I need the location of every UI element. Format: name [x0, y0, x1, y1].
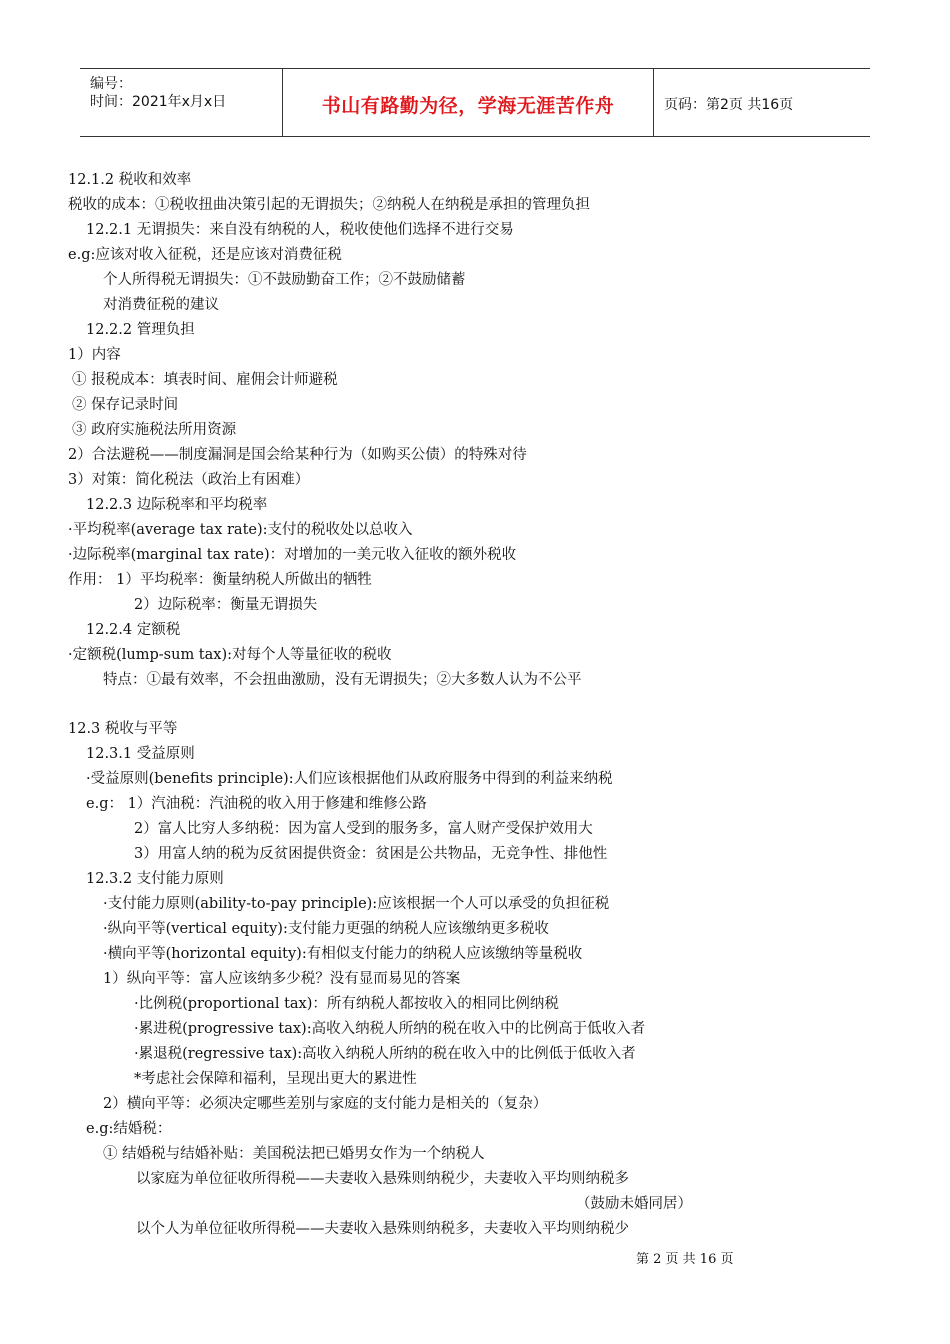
text-line: ·横向平等(horizontal equity):有相似支付能力的纳税人应该缴纳等量税收	[103, 946, 583, 962]
text-line: e.g:应该对收入征税，还是应该对消费征税	[68, 247, 342, 263]
text-line: *考虑社会保障和福利，呈现出更大的累进性	[134, 1071, 417, 1087]
text-line: ·纵向平等(vertical equity):支付能力更强的纳税人应该缴纳更多税收	[103, 921, 549, 937]
text-line: ·比例税(proportional tax)：所有纳税人都按收入的相同比例纳税	[134, 996, 559, 1012]
text-line: e.g： 1）汽油税：汽油税的收入用于修建和维修公路	[86, 796, 427, 812]
text-line: 作用： 1）平均税率：衡量纳税人所做出的牺牲	[68, 572, 372, 588]
text-line: 税收的成本：①税收扭曲决策引起的无谓损失；②纳税人在纳税是承担的管理负担	[68, 197, 590, 213]
text-line: 以家庭为单位征收所得税——夫妻收入悬殊则纳税少，夫妻收入平均则纳税多	[136, 1171, 629, 1187]
text-line: 以个人为单位征收所得税——夫妻收入悬殊则纳税多，夫妻收入平均则纳税少	[136, 1221, 629, 1237]
text-line: 1）纵向平等：富人应该纳多少税？没有显而易见的答案	[103, 971, 461, 987]
page-code: 页码：第2页 共16页	[664, 97, 794, 113]
text-line: 2）合法避税——制度漏洞是国会给某种行为（如购买公债）的特殊对待	[68, 447, 527, 463]
text-line: ① 结婚税与结婚补贴：美国税法把已婚男女作为一个纳税人	[103, 1146, 485, 1162]
number-label: 编号：	[90, 76, 132, 92]
text-line: 12.2.3 边际税率和平均税率	[86, 497, 268, 513]
text-line: 对消费征税的建议	[103, 297, 219, 313]
text-line: ·平均税率(average tax rate):支付的税收处以总收入	[68, 522, 413, 538]
text-line: 12.3.2 支付能力原则	[86, 871, 224, 887]
text-line: 2）富人比穷人多纳税：因为富人受到的服务多，富人财产受保护效用大	[134, 821, 593, 837]
text-line: ① 报税成本：填表时间、雇佣会计师避税	[72, 372, 338, 388]
motto-text: 书山有路勤为径，学海无涯苦作舟	[321, 95, 615, 117]
text-line: 12.3.1 受益原则	[86, 746, 195, 762]
text-line: 特点：①最有效率，不会扭曲激励，没有无谓损失；②大多数人认为不公平	[103, 672, 582, 688]
text-line: 12.1.2 税收和效率	[68, 172, 192, 188]
text-line: 个人所得税无谓损失：①不鼓励勤奋工作；②不鼓励储蓄	[103, 272, 466, 288]
page-footer: 第 2 页 共 16 页	[636, 1252, 734, 1267]
text-line: 12.2.1 无谓损失：来自没有纳税的人，税收使他们选择不进行交易	[86, 222, 514, 238]
text-line: ③ 政府实施税法所用资源	[72, 422, 237, 438]
text-line: 12.2.4 定额税	[86, 622, 181, 638]
text-line: ② 保存记录时间	[72, 397, 179, 413]
header-meta-cell	[80, 69, 283, 136]
text-line: 2）横向平等：必须决定哪些差别与家庭的支付能力是相关的（复杂）	[103, 1096, 548, 1112]
text-line: ·定额税(lump-sum tax):对每个人等量征收的税收	[68, 647, 392, 663]
text-line: 12.3 税收与平等	[68, 721, 178, 737]
header-motto-cell	[283, 69, 654, 136]
text-line: 12.2.2 管理负担	[86, 322, 195, 338]
page-header	[80, 68, 870, 137]
text-line: （鼓励未婚同居）	[576, 1196, 692, 1212]
text-line: 3）用富人纳的税为反贫困提供资金：贫困是公共物品，无竞争性、排他性	[134, 846, 608, 862]
text-line: ·累进税(progressive tax):高收入纳税人所纳的税在收入中的比例高于低收入者	[134, 1021, 646, 1037]
header-pagecode-cell	[654, 69, 870, 136]
text-line: ·边际税率(marginal tax rate)：对增加的一美元收入征收的额外税收	[68, 547, 517, 563]
text-line: 1）内容	[68, 347, 121, 363]
text-line: ·受益原则(benefits principle):人们应该根据他们从政府服务中得到的利益来纳税	[86, 771, 613, 787]
text-line: ·支付能力原则(ability-to-pay principle):应该根据一个人可以承受的负担征税	[103, 896, 610, 912]
text-line: ·累退税(regressive tax):高收入纳税人所纳的税在收入中的比例低于低收入者	[134, 1046, 636, 1062]
text-line: 2）边际税率：衡量无谓损失	[134, 597, 318, 613]
time-label: 时间：2021年x月x日	[90, 94, 227, 110]
text-line: 3）对策：简化税法（政治上有困难）	[68, 472, 310, 488]
text-line: e.g:结婚税：	[86, 1121, 172, 1137]
